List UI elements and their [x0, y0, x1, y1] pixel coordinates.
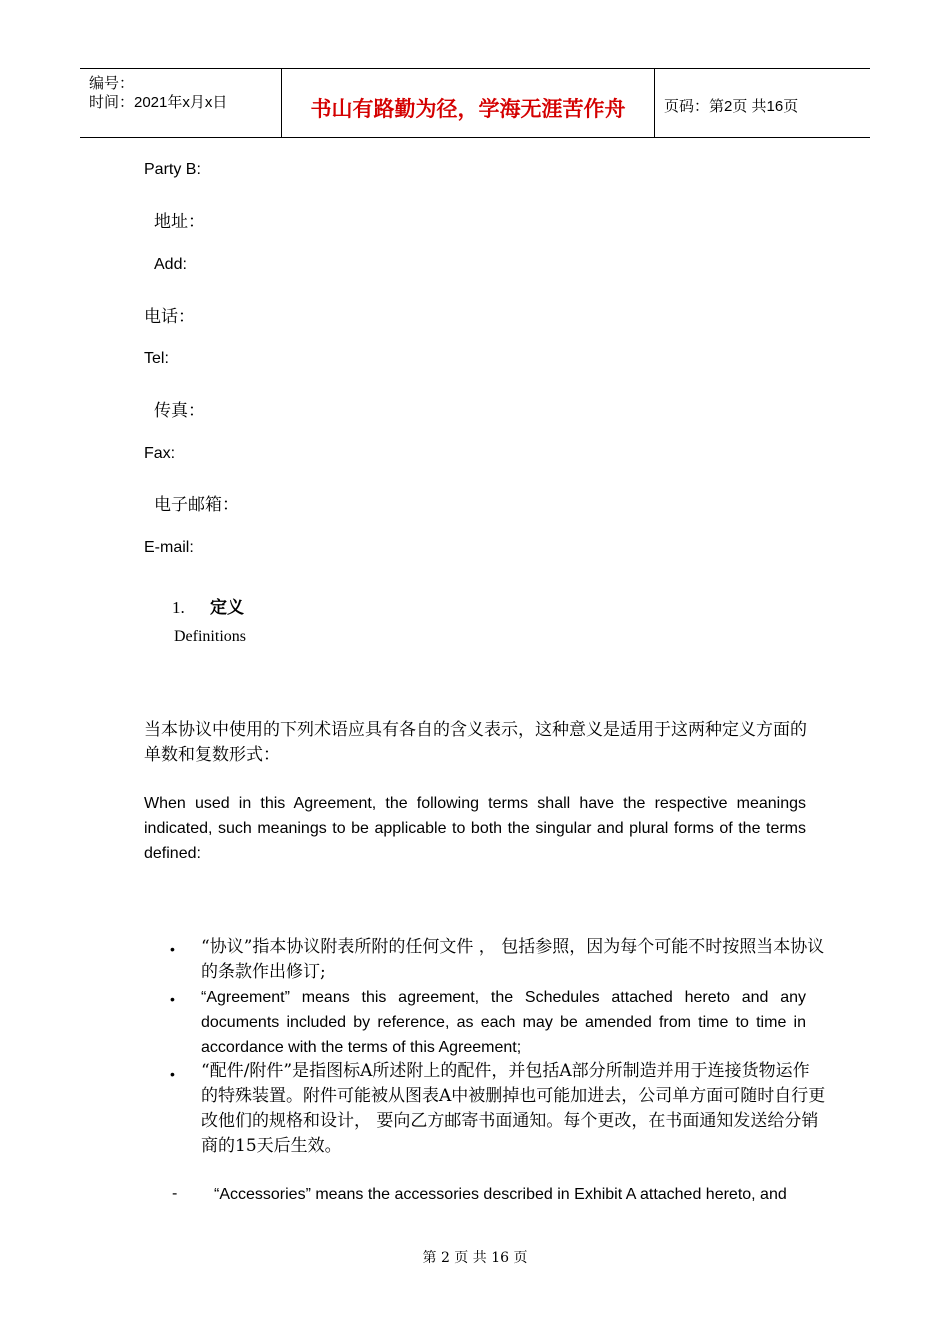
phone-en-label: Tel: [144, 350, 169, 367]
list-item: “Agreement” means this agreement, the Schedules attached hereto and any documents included by reference, as each may be amended from time to time in accordance with the terms of this Agreement; [201, 989, 806, 1056]
page-header [80, 68, 870, 138]
address-en-label: Add: [154, 256, 187, 273]
serial-label: 编号： [89, 75, 135, 92]
section-heading [172, 593, 244, 618]
section-subtitle: Definitions [174, 628, 246, 645]
phone-cn-label: 电话： [144, 307, 195, 327]
party-b-label: Party B: [144, 161, 201, 178]
section-number: 1. [172, 598, 185, 617]
fax-cn-label: 传真： [154, 401, 205, 421]
list-item: “Accessories” means the accessories described in Exhibit A attached hereto, and [214, 1186, 787, 1203]
header-motto: 书山有路勤为径，学海无涯苦作舟 [310, 97, 626, 121]
bullet-icon: • [170, 941, 175, 957]
email-cn-label: 电子邮箱： [154, 495, 239, 515]
intro-paragraph-cn: 当本协议中使用的下列术语应具有各自的含义表示，这种意义是适用于这两种定义方面的单数和复数形式： [144, 720, 807, 765]
bullet-icon: • [170, 1066, 175, 1082]
intro-paragraph-en: When used in this Agreement, the following terms shall have the respective meanings indicated, such meanings to be applicable to both the singular and plural forms of the terms defined: [144, 795, 806, 862]
header-left-cell [80, 69, 281, 137]
time-label: 时间：2021年x月x日 [89, 94, 228, 111]
section-title: 定义 [210, 598, 244, 618]
address-cn-label: 地址： [154, 212, 205, 232]
header-motto-cell [281, 69, 655, 137]
header-page-info: 页码：第2页 共16页 [664, 98, 799, 115]
list-item: “协议”指本协议附表所附的任何文件 ， 包括参照，因为每个可能不时按照当本协议的条款作出修订; [201, 937, 825, 982]
list-item: “配件/附件”是指图标A所述附上的配件，并包括A部分所制造并用于连接货物运作的特殊装置。附件可能被从图表A中被删掉也可能加进去，公司单方面可随时自行更改他们的规格和设计， 要向乙方邮寄书面通知。每个更改，在书面通知发送给分销商的15天后生效。 [201, 1061, 826, 1156]
fax-en-label: Fax: [144, 445, 176, 462]
page-footer: 第 2 页 共 16 页 [422, 1250, 528, 1266]
dash-icon: - [172, 1185, 178, 1202]
email-en-label: E-mail: [144, 539, 194, 556]
bullet-icon: • [170, 991, 175, 1007]
header-right-cell [655, 69, 870, 137]
